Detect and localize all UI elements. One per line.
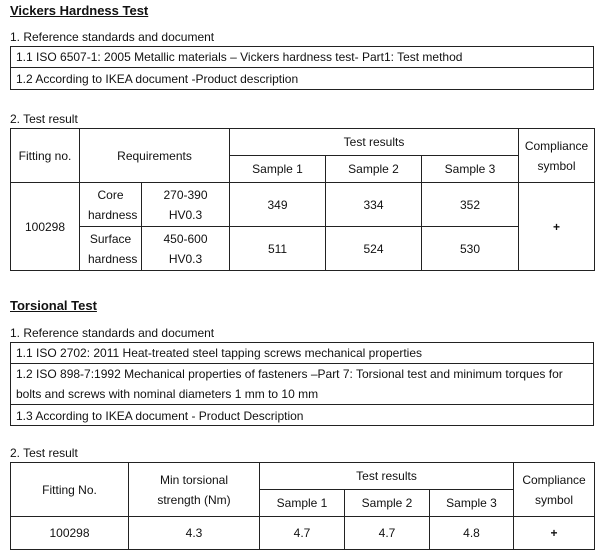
torsional-result-heading: 2. Test result bbox=[10, 446, 78, 460]
col-min-strength-header: Min torsional strength (Nm) bbox=[129, 463, 260, 517]
col-sample3-header: Sample 3 bbox=[422, 156, 519, 183]
vickers-ref-box bbox=[10, 46, 594, 90]
vickers-result-heading: 2. Test result bbox=[10, 112, 78, 126]
col-sample1-header: Sample 1 bbox=[260, 490, 345, 517]
col-sample2-header: Sample 2 bbox=[345, 490, 430, 517]
requirement-range-cell: 450-600 HV0.3 bbox=[142, 227, 230, 271]
vickers-ref-heading: 1. Reference standards and document bbox=[10, 30, 215, 44]
compliance-cell: + bbox=[519, 183, 595, 271]
col-compliance-header: Compliance symbol bbox=[514, 463, 595, 517]
vickers-ref-item: 1.2 According to IKEA document -Product description bbox=[16, 71, 299, 86]
sample3-cell: 352 bbox=[422, 183, 519, 227]
compliance-cell: + bbox=[514, 517, 595, 550]
table-row bbox=[11, 183, 595, 227]
sample2-cell: 4.7 bbox=[345, 517, 430, 550]
torsional-ref-heading: 1. Reference standards and document bbox=[10, 326, 215, 340]
torsional-ref-item: 1.2 ISO 898-7:1992 Mechanical properties of fasteners –Part 7: Torsional test and minimum torques for bolts and screws with nominal diameters 1 mm to 10 mm bbox=[11, 364, 593, 405]
sample2-cell: 524 bbox=[326, 227, 422, 271]
sample3-cell: 4.8 bbox=[430, 517, 514, 550]
sample2-cell: 334 bbox=[326, 183, 422, 227]
table-row bbox=[11, 517, 595, 550]
requirement-name-cell: Surface hardness bbox=[80, 227, 142, 271]
col-sample3-header: Sample 3 bbox=[430, 490, 514, 517]
requirement-range-cell: 270-390 HV0.3 bbox=[142, 183, 230, 227]
col-test-results-header: Test results bbox=[230, 129, 519, 156]
vickers-result-table bbox=[10, 128, 595, 271]
sample1-cell: 349 bbox=[230, 183, 326, 227]
torsional-ref-item: 1.3 According to IKEA document - Product Description bbox=[16, 408, 304, 423]
min-strength-cell: 4.3 bbox=[129, 517, 260, 550]
torsional-ref-box bbox=[10, 342, 594, 426]
sample1-cell: 4.7 bbox=[260, 517, 345, 550]
sample3-cell: 530 bbox=[422, 227, 519, 271]
vickers-title: Vickers Hardness Test bbox=[10, 3, 149, 18]
vickers-ref-item: 1.1 ISO 6507-1: 2005 Metallic materials – Vickers hardness test- Part1: Test method bbox=[11, 47, 593, 68]
torsional-result-table bbox=[10, 462, 595, 550]
col-sample2-header: Sample 2 bbox=[326, 156, 422, 183]
torsional-ref-item: 1.1 ISO 2702: 2011 Heat-treated steel tapping screws mechanical properties bbox=[11, 343, 593, 364]
fitting-no-cell: 100298 bbox=[11, 517, 129, 550]
col-requirements-header: Requirements bbox=[80, 129, 230, 183]
sample1-cell: 511 bbox=[230, 227, 326, 271]
col-compliance-header: Compliance symbol bbox=[519, 129, 595, 183]
col-test-results-header: Test results bbox=[260, 463, 514, 490]
fitting-no-cell: 100298 bbox=[11, 183, 80, 271]
torsional-title: Torsional Test bbox=[10, 298, 97, 313]
col-sample1-header: Sample 1 bbox=[230, 156, 326, 183]
col-fitting-header: Fitting no. bbox=[11, 129, 80, 183]
requirement-name-cell: Core hardness bbox=[80, 183, 142, 227]
col-fitting-header: Fitting No. bbox=[11, 463, 129, 517]
table-row bbox=[11, 227, 595, 271]
